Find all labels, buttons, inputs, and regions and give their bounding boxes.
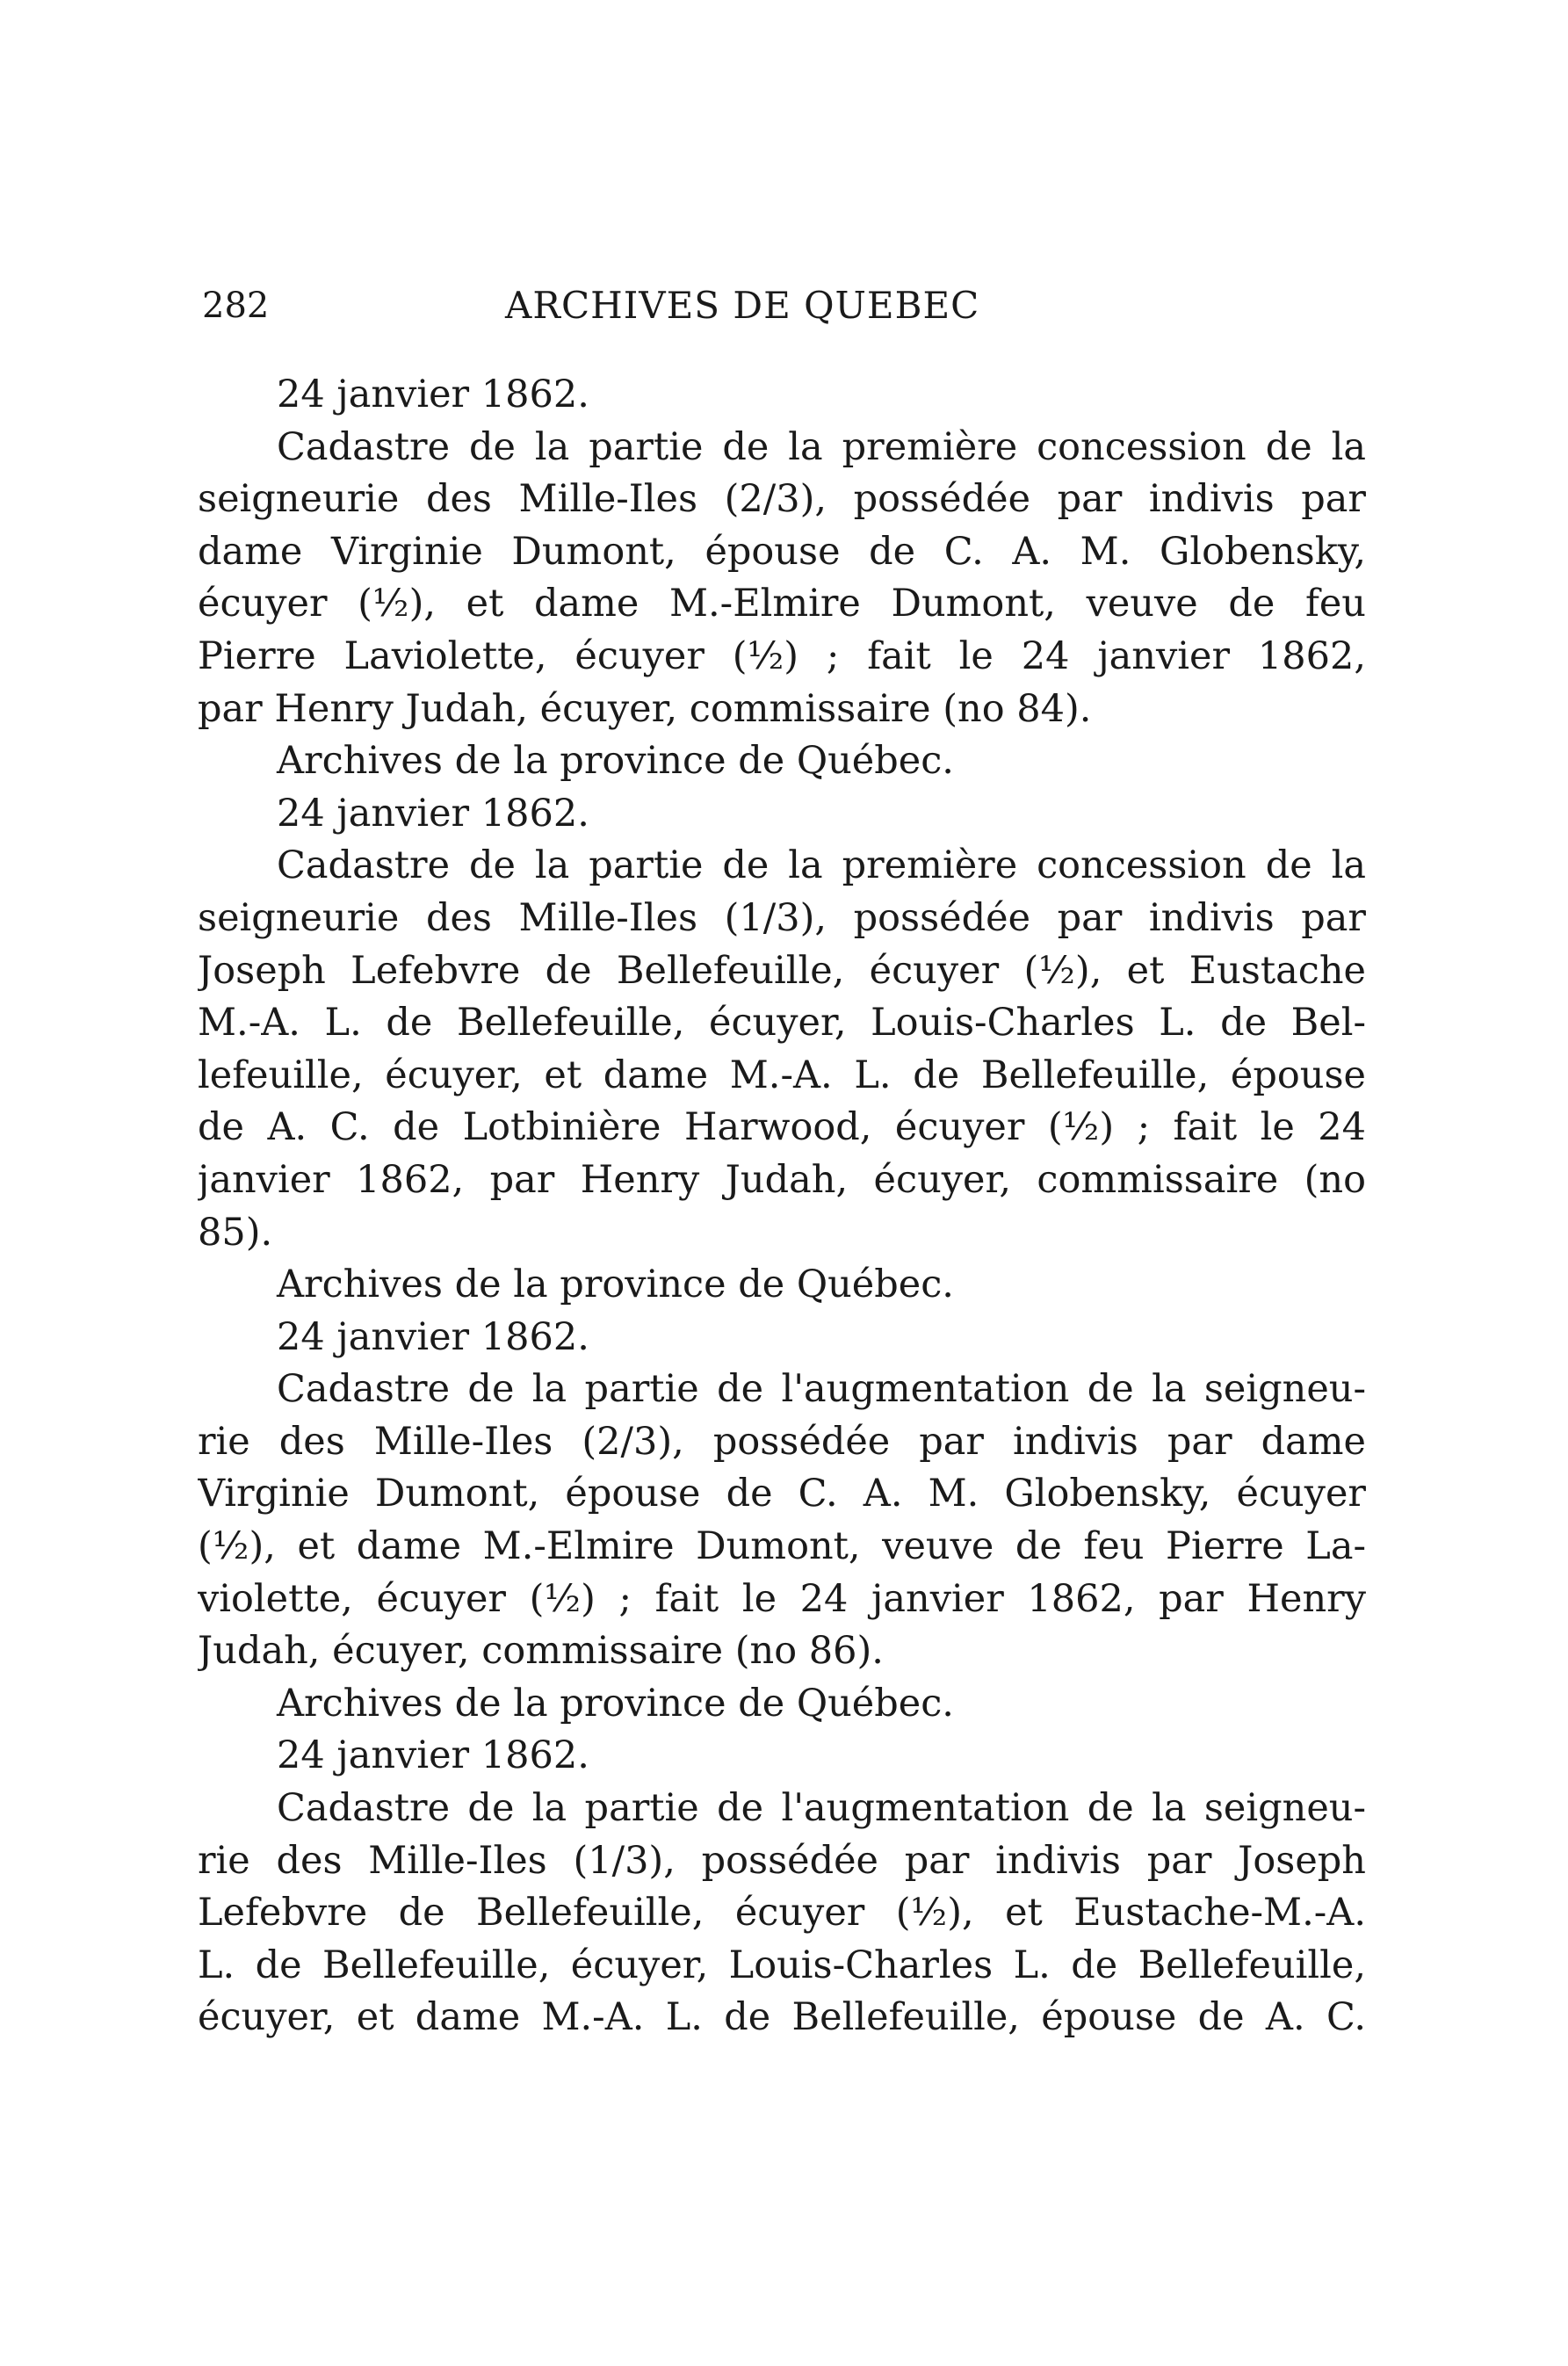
text-line: lefeuille, écuyer, et dame M.-A. L. de Bellefeuille, épouse	[198, 1053, 1366, 1097]
text-line: Cadastre de la partie de la première concession de la	[277, 843, 1366, 888]
text-line: rie des Mille-Iles (1/3), possédée par indivis par Joseph	[198, 1838, 1366, 1883]
text-line: M.-A. L. de Bellefeuille, écuyer, Louis-Charles L. de Bel-	[198, 1001, 1366, 1046]
text-line: Lefebvre de Bellefeuille, écuyer (½), et Eustache-M.-A.	[198, 1891, 1366, 1935]
text-line: rie des Mille-Iles (2/3), possédée par indivis par dame	[198, 1419, 1366, 1464]
text-line: de A. C. de Lotbinière Harwood, écuyer (½) ; fait le 24	[198, 1105, 1366, 1150]
text-line: dame Virginie Dumont, épouse de C. A. M. Globensky,	[198, 529, 1366, 574]
text-line: Cadastre de la partie de l'augmentation de la seigneu-	[277, 1786, 1366, 1831]
text-line: 85).	[198, 1210, 273, 1255]
running-title: ARCHIVES DE QUEBEC	[505, 284, 980, 327]
text-line: 24 janvier 1862.	[277, 1314, 589, 1359]
text-line: 24 janvier 1862.	[277, 373, 589, 416]
text-line: Cadastre de la partie de l'augmentation de la seigneu-	[277, 1367, 1366, 1412]
text-line: 24 janvier 1862.	[277, 791, 589, 836]
text-line: Archives de la province de Québec.	[277, 1681, 954, 1726]
text-line: écuyer (½), et dame M.-Elmire Dumont, veuve de feu	[198, 582, 1366, 626]
text-line: janvier 1862, par Henry Judah, écuyer, commissaire (no	[198, 1157, 1366, 1202]
text-line: Archives de la province de Québec.	[277, 1263, 954, 1307]
text-line: écuyer, et dame M.-A. L. de Bellefeuille, épouse de A. C.	[198, 1995, 1366, 2040]
body-text	[198, 369, 1366, 2044]
text-line: seigneurie des Mille-Iles (2/3), possédée par indivis par	[198, 477, 1366, 522]
text-line: Joseph Lefebvre de Bellefeuille, écuyer (½), et Eustache	[198, 948, 1366, 993]
text-line: Judah, écuyer, commissaire (no 86).	[198, 1629, 884, 1674]
text-line: L. de Bellefeuille, écuyer, Louis-Charles L. de Bellefeuille,	[198, 1943, 1366, 1987]
text-line: seigneurie des Mille-Iles (1/3), possédée par indivis par	[198, 895, 1366, 940]
text-line: 24 janvier 1862.	[277, 1733, 589, 1778]
page-number: 282	[202, 286, 270, 326]
text-line: violette, écuyer (½) ; fait le 24 janvier 1862, par Henry	[198, 1576, 1366, 1621]
text-line: Cadastre de la partie de la première concession de la	[277, 424, 1366, 469]
text-line: Virginie Dumont, épouse de C. A. M. Globensky, écuyer	[198, 1472, 1366, 1516]
text-line: Pierre Laviolette, écuyer (½) ; fait le 24 janvier 1862,	[198, 633, 1366, 678]
text-line: (½), et dame M.-Elmire Dumont, veuve de feu Pierre La-	[198, 1524, 1366, 1569]
page-header	[202, 279, 1370, 350]
text-line: Archives de la province de Québec.	[277, 739, 954, 784]
text-line: par Henry Judah, écuyer, commissaire (no 84).	[198, 686, 1092, 731]
